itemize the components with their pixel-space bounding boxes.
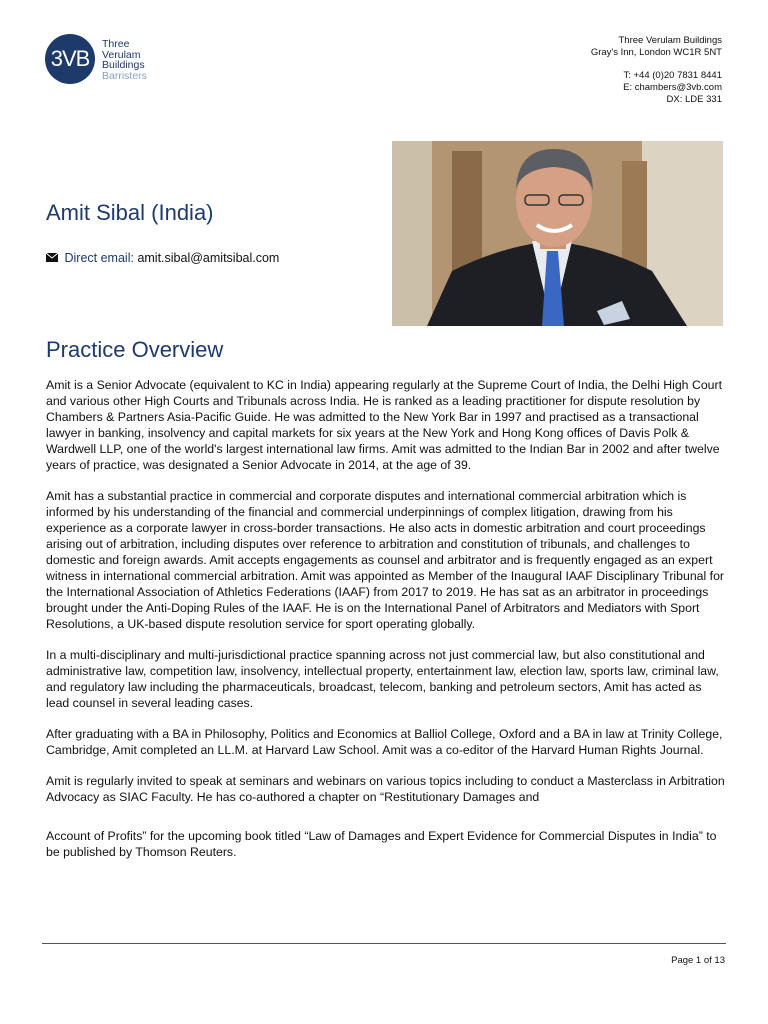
chambers-logo — [45, 34, 185, 84]
paragraph: After graduating with a BA in Philosophy, Politics and Economics at Balliol College, Oxford and a BA in law at Trinity College, Cambridge, Amit completed an LL.M. at Harvard Law School. Amit was a co-editor of the Harvard Human Rights Journal. — [46, 727, 723, 757]
chambers-address-block — [591, 35, 722, 106]
dx-line: DX: LDE 331 — [666, 94, 722, 105]
section-heading: Practice Overview — [46, 337, 224, 362]
portrait-illustration — [392, 141, 723, 326]
email-link[interactable]: amit.sibal@amitsibal.com — [137, 251, 280, 265]
email-label: Direct email: — [64, 251, 134, 265]
logo-wordmark: Three Verulam Buildings Barristers — [102, 38, 147, 82]
paragraph: In a multi-disciplinary and multi-jurisdictional practice spanning across not just commercial law, but also constitutional and administrative law, competition law, insolvency, intellectual property, entertainment law, election law, sports law, criminal law, and regulatory law including the pharmaceuticals, broadcast, telecom, banking and petroleum sectors, Amit has acted as lead counsel in several leading cases. — [46, 648, 719, 710]
logo-mark: 3VB — [45, 34, 95, 84]
email-line[interactable]: E: chambers@3vb.com — [623, 82, 722, 93]
profile-name: Amit Sibal (India) — [46, 200, 214, 225]
paragraph: Amit is regularly invited to speak at seminars and webinars on various topics including to conduct a Masterclass in Arbitration Advocacy as SIAC Faculty. He has co-authored a chapter on “Restitutionary Damages and — [46, 774, 725, 804]
page-number: Page 1 of 13 — [671, 955, 725, 966]
address-line: Three Verulam Buildings — [618, 35, 722, 46]
paragraph: Amit has a substantial practice in commercial and corporate disputes and international commercial arbitration which is informed by his understanding of the financial and commercial underpinnings of complex litigation, drawing from his experience as a corporate lawyer in cross-border transactions. He also acts in domestic arbitration and court proceedings arising out of arbitration, including disputes over reference to arbitration and constitution of tribunals, and challenges to domestic and foreign awards. Amit accepts engagements as counsel and arbitrator and is frequently engaged as an expert witness in international commercial arbitration. Amit was appointed as Member of the Inaugural IAAF Disciplinary Tribunal for the International Association of Athletics Federations (IAAF) from 2017 to 2019. He has sat as an arbitrator in proceedings brought under the Anti-Doping Rules of the IAAF. He is on the International Panel of Arbitrators and Mediators with Sport Resolutions, a UK-based dispute resolution service for sport operating globally. — [46, 489, 725, 631]
profile-photo — [392, 141, 723, 326]
direct-email — [46, 251, 279, 265]
footer-divider — [42, 943, 726, 944]
practice-overview-body — [46, 377, 726, 875]
envelope-icon — [46, 251, 64, 265]
phone-line: T: +44 (0)20 7831 8441 — [623, 70, 722, 81]
paragraph: Amit is a Senior Advocate (equivalent to KC in India) appearing regularly at the Supreme Court of India, the Delhi High Court and various other High Courts and Tribunals across India. He is ranked as a leading practitioner for dispute resolution by Chambers & Partners Asia-Pacific Guide. He was admitted to the New York Bar in 1997 and practised as a transactional lawyer in banking, insolvency and capital markets for six years at the New York and Hong Kong offices of Davis Polk & Wardwell LLP, one of the world's largest international law firms. Amit was admitted to the Indian Bar in 2002 and after twelve years of practice, was designated a Senior Advocate in 2014, at the age of 39. — [46, 378, 723, 472]
address-line: Gray's Inn, London WC1R 5NT — [590, 47, 722, 58]
paragraph: Account of Profits” for the upcoming book titled “Law of Damages and Expert Evidence for Commercial Disputes in India” to be published by Thomson Reuters. — [46, 829, 717, 859]
